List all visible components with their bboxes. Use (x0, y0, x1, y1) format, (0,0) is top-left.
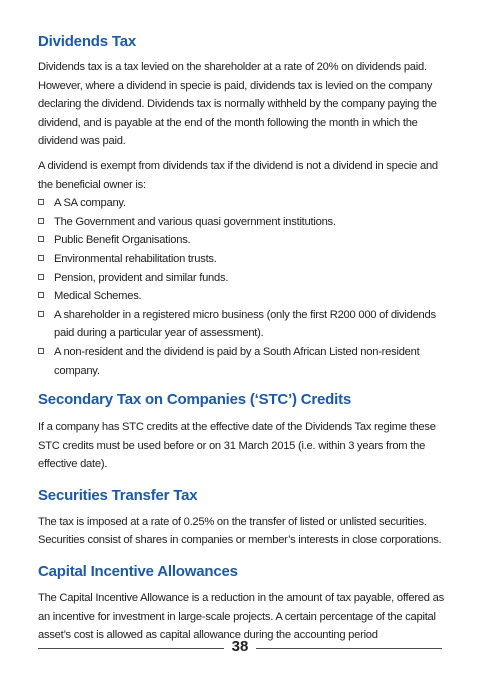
square-bullet-icon (38, 292, 44, 298)
paragraph-dividends-exempt: A dividend is exempt from dividends tax if the dividend is not a dividend in specie and the beneficial owner is: (38, 159, 438, 191)
list-item (38, 213, 448, 232)
list-item-text: A non-resident and the dividend is paid by a South African Listed non-resident company. (54, 345, 420, 377)
heading-stc-credits: Secondary Tax on Companies (‘STC’) Credits (38, 391, 352, 409)
list-item-text: Environmental rehabilitation trusts. (54, 252, 217, 265)
paragraph-capital: The Capital Incentive Allowance is a reduction in the amount of tax payable, offered as an incentive for investment in large-scale projects. A certain percentage of the capital asset’s cost is allowed as capital allowance during the accounting period (38, 592, 444, 642)
list-item-text: The Government and various quasi government institutions. (54, 215, 336, 228)
heading-dividends-tax: Dividends Tax (38, 33, 136, 50)
list-item-text: Pension, provident and similar funds. (54, 271, 229, 284)
list-item (38, 269, 448, 288)
list-item-text: Public Benefit Organisations. (54, 234, 191, 247)
footer-rule-right (256, 648, 442, 649)
square-bullet-icon (38, 274, 44, 280)
list-item (38, 194, 448, 213)
list-item (38, 287, 448, 306)
page-number: 38 (231, 638, 249, 655)
square-bullet-icon (38, 236, 44, 242)
list-item-text: Medical Schemes. (54, 290, 142, 303)
square-bullet-icon (38, 348, 44, 354)
square-bullet-icon (38, 199, 44, 205)
footer-rule-left (38, 648, 224, 649)
exemption-list (38, 194, 448, 380)
list-item (38, 250, 448, 269)
list-item-text: A shareholder in a registered micro business (only the first R200 000 of dividends paid during a particular year of assessment). (54, 308, 436, 340)
square-bullet-icon (38, 311, 44, 317)
heading-securities-transfer-tax: Securities Transfer Tax (38, 486, 198, 504)
paragraph-dividends-intro: Dividends tax is a tax levied on the shareholder at a rate of 20% on dividends paid. However, where a dividend in specie is paid, dividends tax is levied on the company declaring the dividend. Dividends tax is normally withheld by the company paying the dividend, and is payable at the end of the month following the month in which the dividend was paid. (38, 61, 437, 148)
paragraph-stc: If a company has STC credits at the effective date of the Dividends Tax regime these STC credits must be used before or on 31 March 2015 (i.e. within 3 years from the effective date). (38, 421, 436, 471)
list-item (38, 306, 448, 343)
square-bullet-icon (38, 255, 44, 261)
page-content (38, 32, 448, 645)
list-item (38, 231, 448, 250)
paragraph-securities: The tax is imposed at a rate of 0.25% on the transfer of listed or unlisted securities. Securities consist of shares in companies or member’s interests in close corporations. (38, 515, 442, 547)
heading-capital-incentive: Capital Incentive Allowances (38, 563, 238, 581)
list-item-text: A SA company. (54, 197, 126, 210)
list-item (38, 343, 448, 380)
square-bullet-icon (38, 218, 44, 224)
